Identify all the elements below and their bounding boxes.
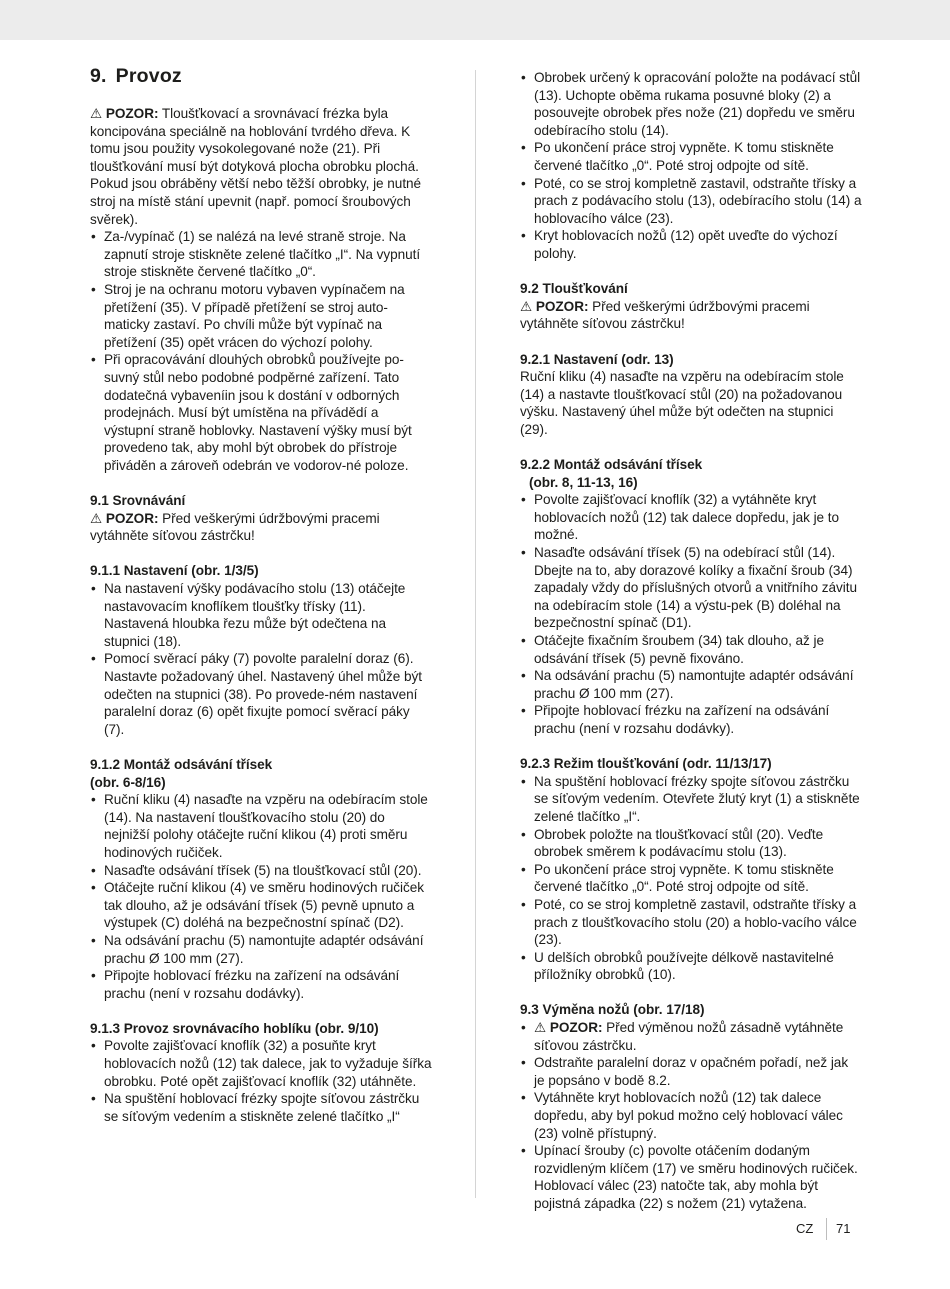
list-item: • Ruční kliku (4) nasaďte na vzpěru na odebíracím stole (14). Na nastavení tloušťkovacího stolu (20) do nejnižší polohy otáčejte ruční klikou (4) proti směru hodinových ručiček. xyxy=(90,791,432,861)
list-9-1-1 xyxy=(90,580,432,738)
column-divider xyxy=(475,70,476,1198)
text-9-2-1: Ruční kliku (4) nasaďte na vzpěru na odebíracím stole (14) a nastavte tloušťkovací stůl (20) na požadovanou výšku. Nastavený úhel může být odečten na stupnici (29). xyxy=(520,369,844,437)
list-item: • Na spuštění hoblovací frézky spojte síťovou zástrčku se síťovým vedením a stiskněte zelené tlačítko „I“ xyxy=(90,1090,432,1125)
warning-9-2: ⚠ POZOR: Před veškerými údržbovými pracemi vytáhněte síťovou zástrčku! xyxy=(520,298,810,332)
language-code: CZ xyxy=(796,1221,814,1236)
top-bar xyxy=(0,0,950,40)
list-item: • Stroj je na ochranu motoru vybaven vypínačem na přetížení (35). V případě přetížení se stroj auto-maticky zastaví. Po chvíli může být vypínač na přetížení (35) opět vrácen do výchozí polohy. xyxy=(90,281,432,351)
heading-9-1-1: 9.1.1 Nastavení (obr. 1/3/5) xyxy=(90,563,259,579)
list-9-2-3 xyxy=(520,773,862,984)
list-9-1-3-continued xyxy=(520,69,862,263)
list-item: • Povolte zajišťovací knoflík (32) a posuňte kryt hoblovacích nožů (12) tak dalece, jak to vyžaduje šířka obrobku. Poté opět zajišťovací knoflík (32) utáhněte. xyxy=(90,1037,432,1090)
list-item: • Připojte hoblovací frézku na zařízení na odsávání prachu (není v rozsahu dodávky). xyxy=(90,967,432,1002)
section-heading xyxy=(90,64,432,88)
list-item: • Poté, co se stroj kompletně zastavil, odstraňte třísky a prach z tloušťkovacího stolu (20) a hoblo-vacího válce (23). xyxy=(520,896,862,949)
list-9-1-3 xyxy=(90,1037,432,1125)
list-item: • Na nastavení výšky podávacího stolu (13) otáčejte nastavovacím knoflíkem tloušťky třísky (11). Nastavená hloubka řezu může být odečtena na stupnici (18). xyxy=(90,580,432,650)
section-title: Provoz xyxy=(115,65,182,87)
list-item: • Nasaďte odsávání třísek (5) na odebírací stůl (14). Dbejte na to, aby dorazové kolíky a fixační šroub (34) zapadaly vždy do příslušných otvorů a vnitřního závitu na odebíracím stole (14) a výstu-pek (B) doléhal na bezpečnostní spínač (D1). xyxy=(520,544,862,632)
list-item: • Nasaďte odsávání třísek (5) na tloušťkovací stůl (20). xyxy=(90,862,432,880)
heading-9-2-3: 9.2.3 Režim tloušťkování (odr. 11/13/17) xyxy=(520,756,772,772)
list-item: • Odstraňte paralelní doraz v opačném pořadí, než jak je popsáno v bodě 8.2. xyxy=(520,1054,862,1089)
page-number: 71 xyxy=(836,1221,851,1236)
heading-9-2-2-figs: (obr. 8, 11-13, 16) xyxy=(529,474,638,490)
list-item: • Při opracovávání dlouhých obrobků používejte po-suvný stůl nebo podobné podpěrné zařízení. Tato dodatečná vybaveníin jsou k dostání v odborných prodejnách. Musí být umístěna na přívádědí a výstupní straně hoblovky. Nastavení výšky musí být provedeno tak, aby mohl být obrobek do přístroje přiváděn a zároveň odebrán ve vodorov-né poloze. xyxy=(90,351,432,474)
list-item: • Připojte hoblovací frézku na zařízení na odsávání prachu (není v rozsahu dodávky). xyxy=(520,702,862,737)
heading-9-2: 9.2 Tloušťkování xyxy=(520,281,628,297)
list-9-3 xyxy=(520,1019,862,1213)
heading-9-1: 9.1 Srovnávání xyxy=(90,493,186,509)
list-item: • Na spuštění hoblovací frézky spojte síťovou zástrčku se síťovým vedením. Otevřete žlutý kryt (1) a stiskněte zelené tlačítko „I“. xyxy=(520,773,862,826)
intro-warning: ⚠ POZOR: Tloušťkovací a srovnávací frézka byla koncipována speciálně na hoblování tvrdého dřeva. K tomu jsou použity vysokolegované nože (21). Při tloušťkování musí být dotyková plocha obrobku plochá. Pokud jsou obráběny větší nebo těžší obrobky, je nutné stroj na místě stání upevnit (např. pomocí šroubových svěrek). xyxy=(90,106,422,227)
heading-9-2-2: 9.2.2 Montáž odsávání třísek xyxy=(520,457,703,473)
heading-9-3: 9.3 Výměna nožů (obr. 17/18) xyxy=(520,1002,705,1018)
heading-9-1-2-figs: (obr. 6-8/16) xyxy=(90,774,166,790)
list-item: • Za-/vypínač (1) se nalézá na levé straně stroje. Na zapnutí stroje stiskněte zelené tlačítko „I“. Na vypnutí stroje stiskněte červené tlačítko „0“. xyxy=(90,228,432,281)
list-item: • Na odsávání prachu (5) namontujte adaptér odsávání prachu Ø 100 mm (27). xyxy=(520,667,862,702)
left-column xyxy=(90,64,432,1125)
list-item: • Upínací šrouby (c) povolte otáčením dodaným rozvidleným klíčem (17) ve směru hodinových ručiček. Hoblovací válec (23) natočte tak, aby mohla být pojistná západka (22) s nožem (21) vytažena. xyxy=(520,1142,862,1212)
list-item: • Na odsávání prachu (5) namontujte adaptér odsávání prachu Ø 100 mm (27). xyxy=(90,932,432,967)
list-item: • Obrobek určený k opracování položte na podávací stůl (13). Uchopte oběma rukama posuvné bloky (2) a posouvejte obrobek přes nože (21) dopředu ve směru odebíracího stolu (14). xyxy=(520,69,862,139)
list-item: • Povolte zajišťovací knoflík (32) a vytáhněte kryt hoblovacích nožů (12) tak dalece dopředu, jak je to možné. xyxy=(520,491,862,544)
heading-9-1-3: 9.1.3 Provoz srovnávacího hoblíku (obr. 9/10) xyxy=(90,1020,379,1036)
footer-separator xyxy=(826,1218,827,1240)
list-item: • U delších obrobků používejte délkově nastavitelné příložníky obrobků (10). xyxy=(520,949,862,984)
list-9-1-2 xyxy=(90,791,432,1002)
list-item: • Po ukončení práce stroj vypněte. K tomu stiskněte červené tlačítko „0“. Poté stroj odpojte od sítě. xyxy=(520,861,862,896)
list-item: • Otáčejte ruční klikou (4) ve směru hodinových ručiček tak dlouho, až je odsávání třísek (5) pevně upnuto a výstupek (C) doléhá na bezpečnostní spínač (D2). xyxy=(90,879,432,932)
right-column xyxy=(520,69,862,1213)
list-item: • ⚠ POZOR: Před výměnou nožů zásadně vytáhněte síťovou zástrčku. xyxy=(520,1019,862,1054)
list-item: • Otáčejte fixačním šroubem (34) tak dlouho, až je odsávání třísek (5) pevně fixováno. xyxy=(520,632,862,667)
list-item: • Po ukončení práce stroj vypněte. K tomu stiskněte červené tlačítko „0“. Poté stroj odpojte od sítě. xyxy=(520,139,862,174)
heading-9-1-2: 9.1.2 Montáž odsávání třísek xyxy=(90,756,273,772)
list-item: • Pomocí svěrací páky (7) povolte paralelní doraz (6). Nastavte požadovaný úhel. Nastavený úhel může být odečten na stupnici (38). Po provede-ném nastavení paralelní doraz (6) opět fixujte pomocí svěrací páky (7). xyxy=(90,650,432,738)
list-item: • Vytáhněte kryt hoblovacích nožů (12) tak dalece dopředu, aby byl pokud možno celý hoblovací válec (23) volně přístupný. xyxy=(520,1089,862,1142)
intro-list xyxy=(90,228,432,474)
heading-9-2-1: 9.2.1 Nastavení (odr. 13) xyxy=(520,351,674,367)
warning-9-1: ⚠ POZOR: Před veškerými údržbovými pracemi vytáhněte síťovou zástrčku! xyxy=(90,510,380,544)
list-item: • Kryt hoblovacích nožů (12) opět uveďte do výchozí polohy. xyxy=(520,227,862,262)
list-9-2-2 xyxy=(520,491,862,737)
section-number: 9. xyxy=(90,65,107,87)
list-item: • Obrobek položte na tloušťkovací stůl (20). Veďte obrobek směrem k podávacímu stolu (13). xyxy=(520,826,862,861)
list-item: • Poté, co se stroj kompletně zastavil, odstraňte třísky a prach z podávacího stolu (13), odebíracího stolu (14) a hoblovacího válce (23). xyxy=(520,175,862,228)
